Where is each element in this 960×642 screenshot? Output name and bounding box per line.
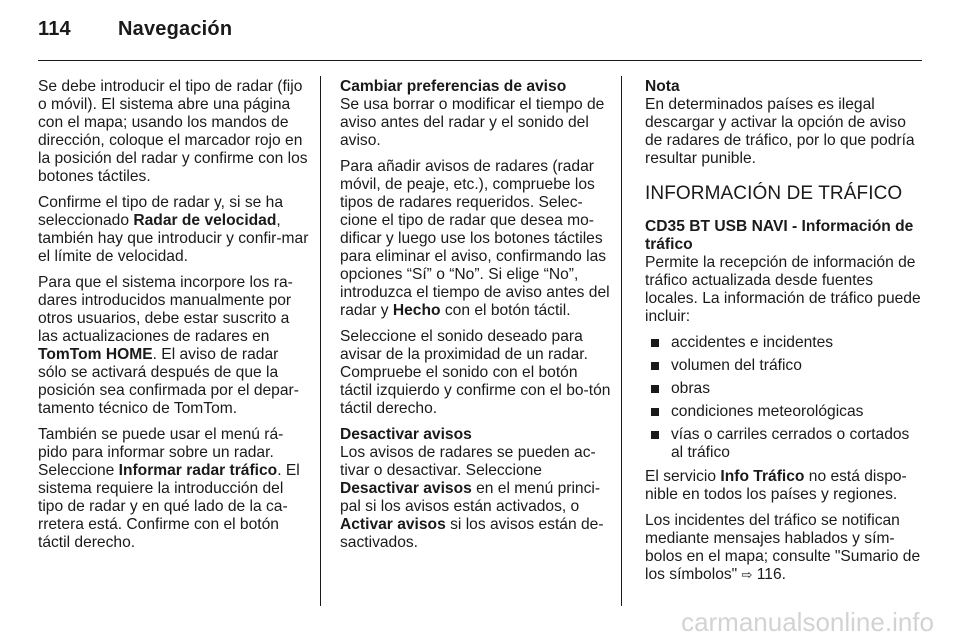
paragraph: Permite la recepción de información de tráfico actualizada desde fuentes locales. La información de tráfico puede incluir: (645, 254, 921, 325)
section-title: INFORMACIÓN DE TRÁFICO (645, 183, 903, 204)
paragraph: Seleccione el sonido deseado para avisar de la proximidad de un radar. Compruebe el sonido con el botón táctil izquierdo y confirme con el bo-tón táctil derecho. (340, 328, 611, 417)
paragraph: Confirme el tipo de radar y, si se ha seleccionado Radar de velocidad, también hay que introducir y confir-mar el límite de velocidad. (38, 194, 309, 265)
list-item: obras (645, 380, 923, 398)
paragraph: Se usa borrar o modificar el tiempo de aviso antes del radar y el sonido del aviso. (340, 96, 605, 149)
menu-term: Informar radar tráfico (118, 462, 278, 479)
column-divider-1 (320, 76, 321, 606)
paragraph: Los avisos de radares se pueden ac-tivar o desactivar. Seleccione Desactivar avisos en el menú princi-pal si los avisos están activados, o Activar avisos si los avisos están de-sactivados. (340, 444, 604, 551)
menu-term: Hecho (392, 302, 441, 319)
column-1 (38, 78, 310, 560)
paragraph: Para añadir avisos de radares (radar móvil, de peaje, etc.), compruebe los tipos de radares requeridos. Selec-cione el tipo de radar que desea mo-dificar y luego use los botones táctiles para eliminar el aviso, confirmando las opciones “Sí” o “No”. Si elige “No”, introduzca el tiempo de aviso antes del radar y Hecho con el botón táctil. (340, 158, 610, 319)
bullet-list (645, 334, 923, 462)
subheading: Desactivar avisos (340, 426, 472, 443)
header-rule (38, 60, 922, 61)
menu-term: Radar de velocidad (133, 212, 277, 229)
watermark: carmanualsonline.info (681, 607, 934, 637)
subheading: Cambiar preferencias de aviso (340, 78, 567, 95)
page-header (38, 18, 232, 48)
note-box (645, 78, 923, 168)
paragraph: Los incidentes del tráfico se notifican mediante mensajes hablados y sím-bolos en el mapa; consulte "Sumario de los símbolos" ⇨ 116. (645, 512, 921, 583)
column-divider-2 (621, 76, 622, 606)
page-reference-arrow-icon: ⇨ (741, 567, 753, 582)
column-2 (340, 78, 612, 560)
list-item: vías o carriles cerrados o cortados al tráfico (645, 426, 923, 462)
note-title: Nota (645, 78, 680, 95)
column-3 (645, 78, 923, 592)
paragraph: Para que el sistema incorpore los ra-dares introducidos manualmente por otros usuarios, debe estar suscrito a las actualizaciones de radares en TomTom HOME. El aviso de radar sólo se activará después de que la posición sea confirmada por el depar-tamento técnico de TomTom. (38, 274, 299, 417)
menu-term: Info Tráfico (720, 468, 805, 485)
page-title: Navegación (118, 18, 233, 40)
menu-term: TomTom HOME (38, 346, 153, 363)
paragraph: También se puede usar el menú rá-pido para informar sobre un radar. Seleccione Informar radar tráfico. El sistema requiere la introducción del tipo de radar y en qué lado de la ca-rretera está. Confirme con el botón táctil derecho. (38, 426, 300, 551)
list-item: accidentes e incidentes (645, 334, 923, 352)
paragraph: Se debe introducir el tipo de radar (fijo o móvil). El sistema abre una página con el mapa; usando los mandos de dirección, coloque el marcador rojo en la posición del radar y confirme con los botones táctiles. (38, 78, 308, 185)
paragraph: El servicio Info Tráfico no está dispo-nible en todos los países y regiones. (645, 468, 907, 503)
note-text: En determinados países es ilegal descargar y activar la opción de aviso de radares de tráfico, por lo que podría resultar punible. (645, 96, 915, 167)
menu-term: Activar avisos (340, 516, 446, 533)
subheading: CD35 BT USB NAVI - Información de tráfico (645, 218, 914, 253)
page-number: 114 (38, 18, 71, 40)
list-item: volumen del tráfico (645, 357, 923, 375)
list-item: condiciones meteorológicas (645, 403, 923, 421)
menu-term: Desactivar avisos (340, 480, 472, 497)
